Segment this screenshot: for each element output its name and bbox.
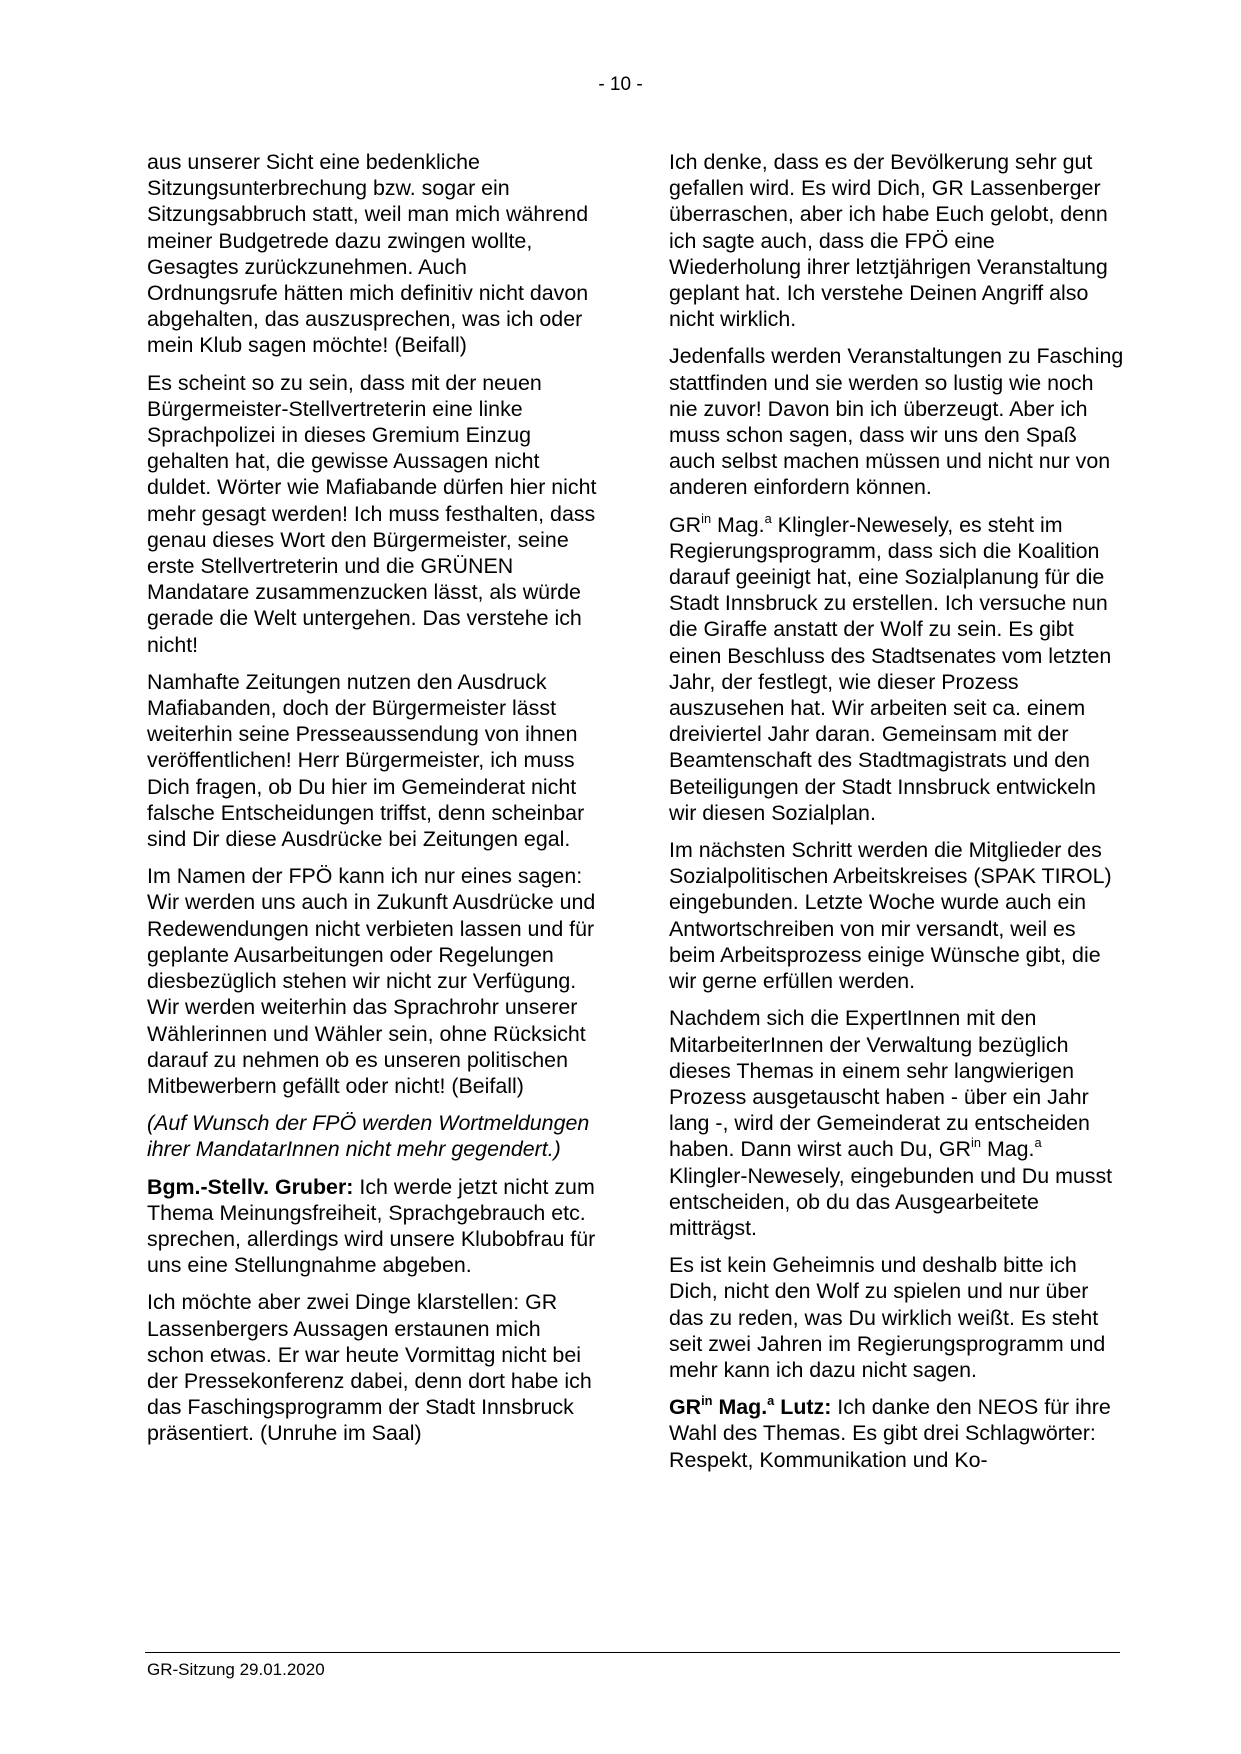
speaker-text: Ich danke den NEOS für ihre Wahl des Themas. Es gibt drei Schlagwörter: Respekt, Kommunikation und Ko- — [669, 1395, 1111, 1472]
paragraph: Ich denke, dass es der Bevölkerung sehr gut gefallen wird. Es wird Dich, GR Lassenberger überraschen, aber ich habe Euch gelobt, denn ich sagte auch, dass die FPÖ eine Wiederholung ihrer letztjährigen Veranstaltung geplant hat. Ich verstehe Deinen Angriff also nicht wirklich. — [669, 150, 1108, 332]
page-number: - 10 - — [598, 74, 643, 95]
right-column — [669, 149, 1124, 1484]
paragraph: Es ist kein Geheimnis und deshalb bitte ich Dich, nicht den Wolf zu spielen und nur über das zu reden, was Du wirklich weißt. Es steht seit zwei Jahren im Regierungsprogramm und mehr kann ich dazu nicht sagen. — [669, 1253, 1106, 1382]
paragraph: Im Namen der FPÖ kann ich nur eines sagen: Wir werden uns auch in Zukunft Ausdrücke und Redewendungen nicht verbieten lassen und für geplante Ausarbeitungen oder Regelungen diesbezüglich stehen wir nicht zur Verfügung. Wir werden weiterhin das Sprachrohr unserer Wählerinnen und Wähler sein, ohne Rücksicht darauf zu nehmen ob es unseren politischen Mitbewerbern gefällt oder nicht! (Beifall) — [147, 864, 596, 1098]
paragraph: Namhafte Zeitungen nutzen den Ausdruck Mafiabanden, doch der Bürgermeister lässt weiterhin seine Presseaussendung von ihnen veröffentlichen! Herr Bürgermeister, ich muss Dich fragen, ob Du hier im Gemeinderat nicht falsche Entscheidungen triffst, denn scheinbar sind Dir diese Ausdrücke bei Zeitungen egal. — [147, 669, 585, 852]
paragraph: aus unserer Sicht eine bedenkliche Sitzungsunterbrechung bzw. sogar ein Sitzungsabbruch statt, weil man mich während meiner Budgetrede dazu zwingen wollte, Gesagtes zurückzunehmen. Auch Ordnungsrufe hätten mich definitiv nicht davon abgehalten, das auszusprechen, was ich oder mein Klub sagen möchte! (Beifall) — [147, 150, 589, 358]
left-column — [147, 149, 602, 1458]
paragraph: $GR^{in}$ Mag.$^a$ Klingler-Newesely, es steht im Regierungsprogramm, dass sich die Koalition darauf geeinigt hat, eine Sozialplanung für die Stadt Innsbruck zu erstellen. Ich versuche nun die Giraffe anstatt der Wolf zu sein. Es gibt einen Beschluss des Stadtsenates vom letzten Jahr, der festlegt, wie dieser Prozess auszusehen hat. Wir arbeiten seit ca. einem dreiviertel Jahr daran. Gemeinsam mit der Beamtenschaft des Stadtmagistrats und den Beteiligungen der Stadt Innsbruck entwickeln wir diesen Sozialplan. — [669, 510, 1112, 825]
footer-session-date: GR-Sitzung 29.01.2020 — [147, 1660, 325, 1679]
italic-note: (Auf Wunsch der FPÖ werden Wortmeldungen ihrer MandatarInnen nicht mehr gegendert.) — [147, 1111, 590, 1162]
footer-divider — [145, 1652, 1120, 1653]
speaker-label: Bgm.-Stellv. Gruber: — [147, 1174, 354, 1199]
paragraph: Ich möchte aber zwei Dinge klarstellen: GR Lassenbergers Aussagen erstaunen mich schon etwas. Er war heute Vormittag nicht bei der Pressekonferenz dabei, denn dort habe ich das Faschingsprogramm der Stadt Innsbruck präsentiert. (Unruhe im Saal) — [147, 1290, 592, 1446]
paragraph: Jedenfalls werden Veranstaltungen zu Fasching stattfinden und sie werden so lustig wie noch nie zuvor! Davon bin ich überzeugt. Aber ich muss schon sagen, dass wir uns den Spaß auch selbst machen müssen und nicht nur von anderen einfordern können. — [669, 344, 1124, 500]
speaker-paragraph — [147, 1174, 602, 1279]
paragraph: Im nächsten Schritt werden die Mitglieder des Sozialpolitischen Arbeitskreises (SPAK TIROL) eingebunden. Letzte Woche wurde auch ein Antwortschreiben von mir versandt, weil es beim Arbeitsprozess einige Wünsche gibt, die wir gerne erfüllen werden. — [669, 838, 1112, 994]
speaker-label: $GR^{in}$ Mag.$^a$ Lutz: — [669, 1393, 832, 1420]
paragraph: Nachdem sich die ExpertInnen mit den MitarbeiterInnen der Verwaltung bezüglich dieses Themas in einem sehr langwierigen Prozess ausgetauscht haben - über ein Jahr lang -, wird der Gemeinderat zu entscheiden haben. Dann wirst auch Du, $GR^{in}$ Mag.$^a$ Klingler-Newesely, eingebunden und Du musst entscheiden, ob du das Ausgearbeitete mitträgst. — [669, 1006, 1113, 1240]
paragraph: Es scheint so zu sein, dass mit der neuen Bürgermeister-Stellvertreterin eine linke Sprachpolizei in dieses Gremium Einzug gehalten hat, die gewisse Aussagen nicht duldet. Wörter wie Mafiabande dürfen hier nicht mehr gesagt werden! Ich muss festhalten, dass genau dieses Wort den Bürgermeister, seine erste Stellvertreterin und die GRÜNEN Mandatare zusammenzucken lässt, als würde gerade die Welt untergehen. Das verstehe ich nicht! — [147, 370, 597, 657]
speaker-paragraph — [669, 1394, 1124, 1473]
speaker-text: Ich werde jetzt nicht zum Thema Meinungsfreiheit, Sprachgebrauch etc. sprechen, allerdings wird unsere Klubobfrau für uns eine Stellungnahme abgeben. — [147, 1174, 596, 1278]
